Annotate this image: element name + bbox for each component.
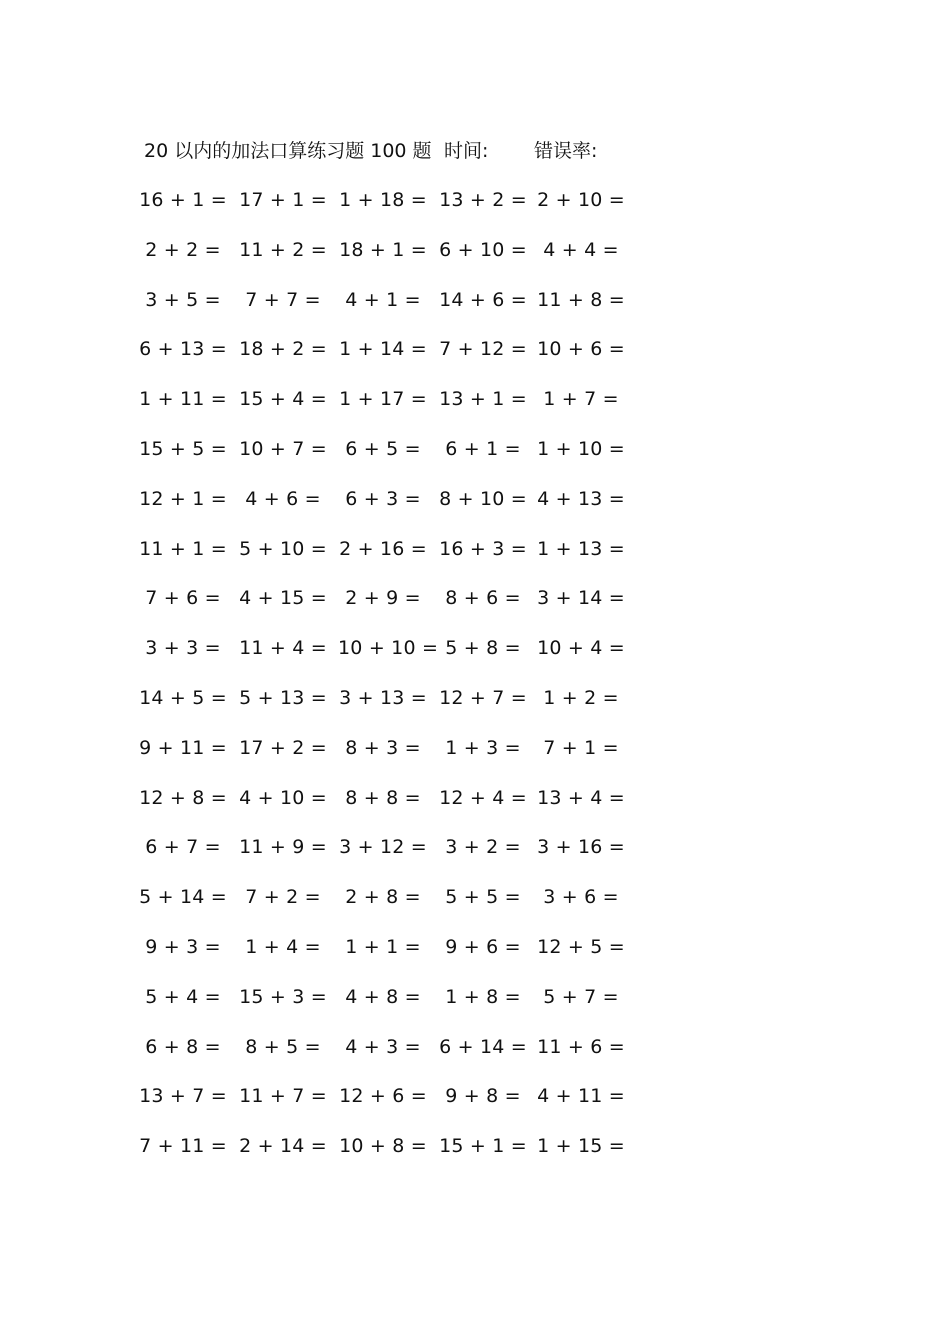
problem-item: 12 + 6 = [339,1085,427,1107]
problem-item: 5 + 14 = [139,886,227,908]
problem-item: 6 + 7 = [145,836,221,858]
problem-item: 5 + 13 = [239,687,327,709]
problem-item: 5 + 10 = [239,538,327,560]
problem-item: 5 + 7 = [543,986,619,1008]
problem-item: 17 + 2 = [239,737,327,759]
problem-item: 2 + 8 = [345,886,421,908]
problem-item: 8 + 3 = [345,737,421,759]
problem-item: 17 + 1 = [239,189,327,211]
problem-item: 11 + 7 = [239,1085,327,1107]
problem-item: 4 + 10 = [239,787,327,809]
problem-item: 4 + 3 = [345,1036,421,1058]
problem-item: 7 + 7 = [245,289,321,311]
problem-item: 4 + 13 = [537,488,625,510]
problem-item: 14 + 6 = [439,289,527,311]
problem-item: 1 + 1 = [345,936,421,958]
problem-item: 3 + 16 = [537,836,625,858]
problem-item: 1 + 3 = [445,737,521,759]
problem-item: 1 + 17 = [339,388,427,410]
problem-item: 12 + 1 = [139,488,227,510]
problem-item: 1 + 8 = [445,986,521,1008]
problem-item: 1 + 13 = [537,538,625,560]
problem-item: 6 + 3 = [345,488,421,510]
problem-item: 12 + 8 = [139,787,227,809]
problem-item: 16 + 1 = [139,189,227,211]
problem-item: 2 + 9 = [345,587,421,609]
problem-item: 7 + 2 = [245,886,321,908]
problem-item: 10 + 10 = [338,637,439,659]
problem-item: 6 + 8 = [145,1036,221,1058]
problem-item: 8 + 8 = [345,787,421,809]
problem-item: 5 + 4 = [145,986,221,1008]
problem-item: 14 + 5 = [139,687,227,709]
problem-item: 1 + 11 = [139,388,227,410]
problem-item: 9 + 8 = [445,1085,521,1107]
problem-item: 13 + 7 = [139,1085,227,1107]
problem-item: 5 + 5 = [445,886,521,908]
problem-item: 1 + 10 = [537,438,625,460]
problem-item: 9 + 3 = [145,936,221,958]
problem-item: 7 + 12 = [439,338,527,360]
problem-item: 8 + 6 = [445,587,521,609]
problem-item: 6 + 10 = [439,239,527,261]
problem-item: 7 + 1 = [543,737,619,759]
problem-item: 6 + 14 = [439,1036,527,1058]
problem-item: 11 + 6 = [537,1036,625,1058]
problem-item: 4 + 8 = [345,986,421,1008]
problem-item: 7 + 11 = [139,1135,227,1157]
problem-item: 8 + 10 = [439,488,527,510]
problem-item: 6 + 1 = [445,438,521,460]
problem-item: 11 + 4 = [239,637,327,659]
problem-item: 1 + 15 = [537,1135,625,1157]
problem-item: 7 + 6 = [145,587,221,609]
problem-item: 11 + 2 = [239,239,327,261]
problem-item: 10 + 8 = [339,1135,427,1157]
problem-item: 15 + 4 = [239,388,327,410]
problem-item: 3 + 3 = [145,637,221,659]
problem-item: 10 + 4 = [537,637,625,659]
problem-item: 15 + 1 = [439,1135,527,1157]
problem-item: 2 + 10 = [537,189,625,211]
problem-item: 16 + 3 = [439,538,527,560]
problem-item: 10 + 6 = [537,338,625,360]
problem-item: 11 + 8 = [537,289,625,311]
problem-item: 12 + 7 = [439,687,527,709]
problem-item: 4 + 6 = [245,488,321,510]
problem-item: 8 + 5 = [245,1036,321,1058]
problem-item: 4 + 11 = [537,1085,625,1107]
problem-item: 2 + 14 = [239,1135,327,1157]
problem-item: 6 + 13 = [139,338,227,360]
problem-item: 15 + 5 = [139,438,227,460]
problem-item: 2 + 2 = [145,239,221,261]
problem-item: 1 + 4 = [245,936,321,958]
problem-item: 12 + 4 = [439,787,527,809]
problem-item: 1 + 2 = [543,687,619,709]
problem-item: 4 + 15 = [239,587,327,609]
problem-item: 3 + 13 = [339,687,427,709]
problem-item: 3 + 12 = [339,836,427,858]
problem-item: 4 + 1 = [345,289,421,311]
problem-item: 6 + 5 = [345,438,421,460]
problem-item: 13 + 1 = [439,388,527,410]
problem-item: 18 + 1 = [339,239,427,261]
problem-item: 2 + 16 = [339,538,427,560]
problem-item: 9 + 11 = [139,737,227,759]
problem-item: 1 + 14 = [339,338,427,360]
problem-item: 1 + 7 = [543,388,619,410]
worksheet-title: 20 以内的加法口算练习题 100 题 [144,140,432,162]
problem-item: 10 + 7 = [239,438,327,460]
problem-item: 3 + 2 = [445,836,521,858]
error-rate-label: 错误率: [534,140,598,162]
problem-item: 4 + 4 = [543,239,619,261]
problem-item: 11 + 1 = [139,538,227,560]
problem-item: 3 + 5 = [145,289,221,311]
problem-item: 3 + 14 = [537,587,625,609]
problem-item: 9 + 6 = [445,936,521,958]
problem-item: 5 + 8 = [445,637,521,659]
problem-item: 1 + 18 = [339,189,427,211]
problem-item: 3 + 6 = [543,886,619,908]
problem-item: 18 + 2 = [239,338,327,360]
problem-item: 13 + 2 = [439,189,527,211]
problem-item: 15 + 3 = [239,986,327,1008]
problem-item: 13 + 4 = [537,787,625,809]
problem-item: 11 + 9 = [239,836,327,858]
problem-item: 12 + 5 = [537,936,625,958]
time-label: 时间: [444,140,489,162]
